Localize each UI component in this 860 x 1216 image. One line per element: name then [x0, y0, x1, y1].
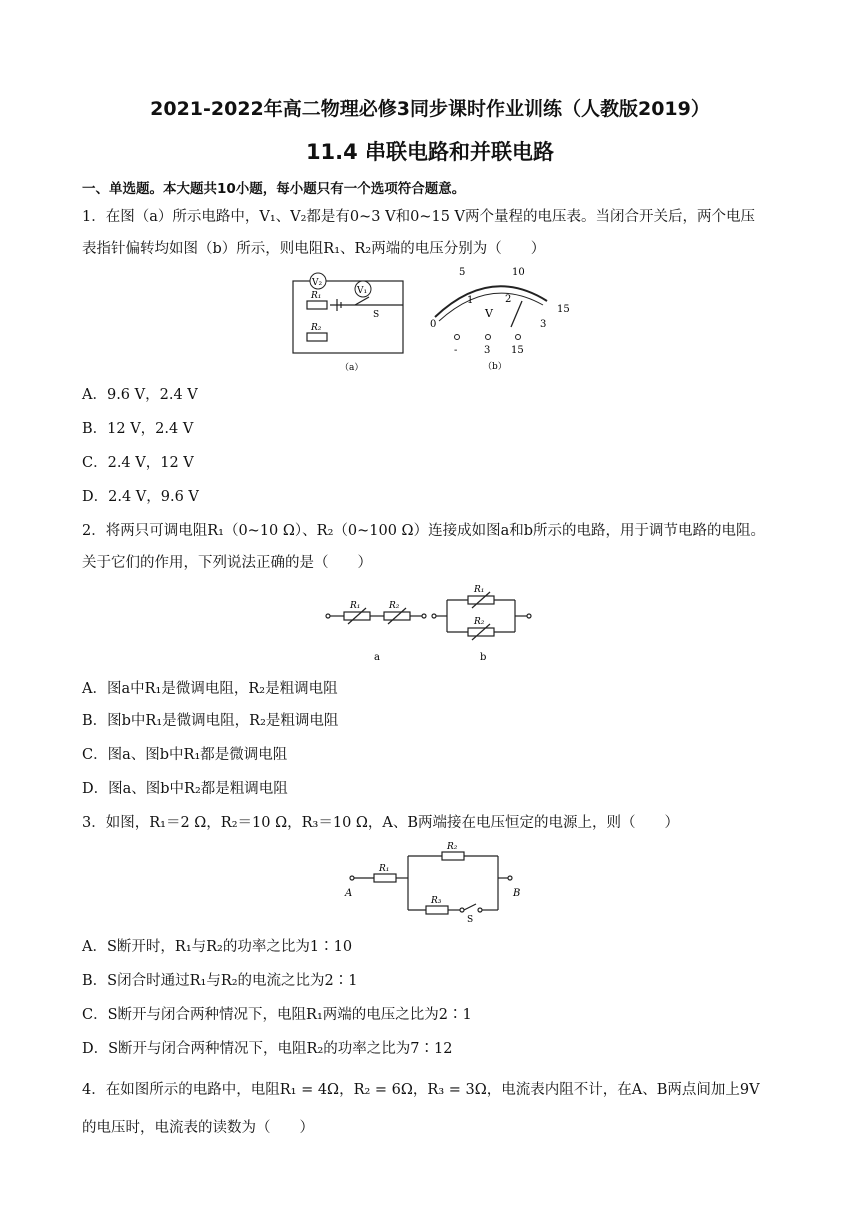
- q1-scale-5: 5: [459, 267, 466, 278]
- q1-circuit-a: [293, 281, 403, 353]
- q2-stem-line-1: 2．将两只可调电阻R₁（0~10 Ω）、R₂（0~100 Ω）连接成如图a和b所示的电路，用于调节电路的电阻。: [82, 523, 765, 539]
- q2-caption-a: a: [374, 652, 380, 663]
- q1-terminal-15: 15: [511, 345, 524, 356]
- q1-caption-b: （b）: [483, 362, 507, 372]
- q2-b-r2-label: R₂: [474, 617, 485, 627]
- q1-v2-label: V₂: [312, 278, 323, 288]
- q1-switch-label: S: [373, 310, 380, 320]
- q1-scale-0: 0: [430, 319, 437, 330]
- q3-option-a: A．S断开时，R₁与R₂的功率之比为1∶10: [82, 939, 353, 955]
- q3-r1-label: R₁: [379, 864, 390, 874]
- q1-terminal-minus: -: [454, 345, 458, 356]
- q1-meter-unit: V: [485, 307, 493, 320]
- q3-option-d: D．S断开与闭合两种情况下，电阻R₂的功率之比为7∶12: [82, 1041, 453, 1057]
- q3-option-c: C．S断开与闭合两种情况下，电阻R₁两端的电压之比为2∶1: [82, 1007, 472, 1023]
- q1-option-d: D．2.4 V，9.6 V: [82, 489, 199, 505]
- q1-r1-label: R₁: [311, 291, 322, 301]
- q1-scale-15: 15: [557, 304, 570, 315]
- q2-b-r1-label: R₁: [474, 585, 485, 595]
- lesson-title: 11.4 串联电路和并联电路: [305, 140, 555, 164]
- q4-stem-line-1: 4．在如图所示的电路中，电阻R₁ = 4Ω，R₂ = 6Ω，R₃ = 3Ω，电流表内阻不计，在A、B两点间加上9V: [82, 1082, 760, 1098]
- q2-option-b: B．图b中R₁是微调电阻，R₂是粗调电阻: [82, 713, 339, 729]
- q1-caption-a: （a）: [340, 363, 364, 373]
- q2-figure: [322, 578, 542, 666]
- q3-r3-label: R₃: [431, 896, 442, 906]
- q1-scale-3: 3: [540, 319, 547, 330]
- q1-terminal-3: 3: [484, 345, 491, 356]
- worksheet-title: 2021-2022年高二物理必修3同步课时作业训练（人教版2019）: [150, 98, 710, 120]
- q3-terminal-b: B: [513, 888, 521, 899]
- q4-stem-line-2: 的电压时，电流表的读数为（ ）: [82, 1120, 314, 1136]
- q3-switch-label: S: [467, 915, 474, 924]
- q2-option-a: A．图a中R₁是微调电阻，R₂是粗调电阻: [82, 681, 338, 697]
- q1-meter-needle: [511, 301, 522, 327]
- q1-v1-label: V₁: [357, 286, 368, 296]
- q3-r2-label: R₂: [447, 842, 458, 852]
- q3-stem-line-1: 3．如图，R₁＝2 Ω，R₂＝10 Ω，R₃＝10 Ω，A、B两端接在电压恒定的电源上，则（ ）: [82, 815, 680, 831]
- q1-figure: [285, 265, 585, 375]
- q1-stem-line-1: 1．在图（a）所示电路中，V₁、V₂都是有0~3 V和0~15 V两个量程的电压表。当闭合开关后，两个电压: [82, 209, 756, 225]
- q1-r2-label: R₂: [311, 323, 322, 333]
- q1-option-a: A．9.6 V，2.4 V: [82, 387, 198, 403]
- q3-option-b: B．S闭合时通过R₁与R₂的电流之比为2∶1: [82, 973, 358, 989]
- q2-option-d: D．图a、图b中R₂都是粗调电阻: [82, 781, 288, 797]
- q1-option-b: B．12 V，2.4 V: [82, 421, 194, 437]
- section-heading: 一、单选题。本大题共10小题，每小题只有一个选项符合题意。: [82, 181, 466, 197]
- q3-terminal-a: A: [345, 888, 353, 899]
- q1-option-c: C．2.4 V，12 V: [82, 455, 194, 471]
- q1-scale-1: 1: [467, 295, 474, 306]
- q2-caption-b: b: [480, 652, 487, 663]
- q2-option-c: C．图a、图b中R₁都是微调电阻: [82, 747, 288, 763]
- q3-figure: [342, 838, 550, 924]
- q2-circuit-b: [432, 592, 531, 640]
- q2-circuit-a: [326, 608, 426, 624]
- q2-a-r2-label: R₂: [389, 601, 400, 611]
- q2-a-r1-label: R₁: [350, 601, 361, 611]
- q1-scale-2: 2: [505, 294, 512, 305]
- q1-scale-10: 10: [512, 267, 525, 278]
- q1-stem-line-2: 表指针偏转均如图（b）所示，则电阻R₁、R₂两端的电压分别为（ ）: [82, 241, 546, 257]
- q2-stem-line-2: 关于它们的作用，下列说法正确的是（ ）: [82, 555, 372, 571]
